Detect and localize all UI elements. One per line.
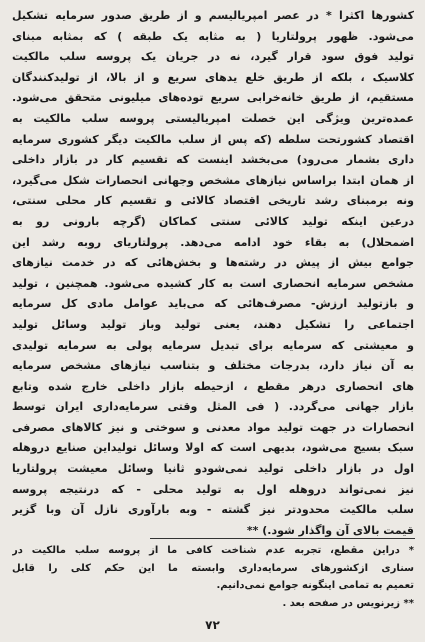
body-text	[12, 6, 414, 541]
body-line: به آن نیاز دارد، بدرجات مختلف و بتناسب نیازهای مشخص سرمایه	[12, 359, 414, 373]
footnote-line: سناری ازکشورهای سرمایه‌داری وابسته ما این حکم کلی را قابل	[12, 562, 414, 574]
body-line: داری بشمار می‌رود) می‌بخشد اینست که تقسیم کار در بازار داخلی	[12, 153, 414, 167]
footnote-2: ** زیرنویس در صفحه بعد .	[282, 597, 414, 609]
body-line: بازار جهانی می‌گردد. ( فی المثل وقتی سرمایه‌داری ایران توسط	[12, 400, 414, 414]
body-line: انحصارات در جهت تولید مواد معدنی و سوختی و نیز کالاهای مصرفی	[12, 420, 414, 434]
body-line: سلب مالکیت محدودتر نیز گشته - وبه بارآوری نازل آن وبا گزیر	[12, 503, 414, 517]
body-line: درعین اینکه تولید کالائی سنتی کماکان (گرچه بارونی رو به	[12, 214, 414, 228]
body-line: از همان ابتدا براساس نیازهای مشخص وجهانی انحصارات شکل می‌گیرد،	[12, 173, 414, 187]
page-number: ۷۲	[205, 618, 220, 632]
body-line: های انحصاری درهر مقطع ، ازحیطه بازار داخلی خارج شده وتابع	[12, 379, 414, 393]
footnote-line: تعمیم به تمامی اینگونه جوامع نمی‌دانیم.	[216, 580, 414, 591]
body-line: قیمت بالای آن واگذار شود.) **	[246, 523, 414, 537]
body-line: کلاسیک ، بلکه از طریق خلع یدهای سریع و از بالا، از تولیدکنندگان	[12, 70, 414, 84]
footnote-line: * دراین مقطع، تجربه عدم شناخت کافی ما از پروسه سلب مالکیت در	[12, 545, 414, 556]
body-line: سبک بسیج می‌شود، بدیهی است که اولا وسائل تولیداین صنایع دروهله	[12, 441, 414, 455]
footnote-1	[12, 542, 414, 595]
body-line: می‌شود. ظهور پرولتاریا ( به مثابه یک طبقه ) که بمثابه مبنای	[12, 29, 414, 43]
body-line: عمده‌ترین ویژگی این خصلت امپریالیستی پروسه سلب مالکیت به	[12, 111, 414, 125]
body-line: ونه برمبنای رشد تاریخی اقتصاد کالائی و تقسیم کار محلی سنتی،	[12, 194, 414, 208]
body-line: مستقیم، از طریق خانه‌خرابی سریع توده‌های میلیونی متحقق می‌شود.	[12, 91, 414, 105]
body-line: اجتماعی را تشکیل دهند، یعنی تولید وباز تولید وسائل تولید	[12, 317, 414, 331]
body-line: و معیشتی که سرمایه برای تبدیل سرمایه پولی به سرمایه تولیدی	[12, 338, 414, 352]
body-line: تولید فوق سود قرار گیرد، نه در جریان یک پروسه سلب مالکیت	[12, 50, 414, 64]
footnotes	[12, 542, 414, 612]
body-line: کشورها اکثرا * در عصر امپریالیسم و از طریق صدور سرمایه تشکیل	[12, 9, 414, 22]
body-line: جوامع بیش از پیش در رشته‌ها و بخش‌هائی که در خدمت نیازهای	[12, 256, 414, 270]
body-line: و بازتولید ارزش- مصرف‌هائی که می‌باید عوامل مادی کل سرمایه	[12, 297, 414, 311]
footnote-divider	[150, 538, 415, 539]
body-line: اول در بازار داخلی تولید نمی‌شودو ثانیا وسائل معیشت پرولتاریا	[12, 462, 414, 476]
body-line: اضمحلال) به بقاء خود ادامه می‌دهد. پرولتاریای روبه رشد این	[12, 235, 414, 249]
body-line: مشخص سرمایه انحصاری است به کار کشیده می‌شود. همچنین ، تولید	[12, 276, 414, 290]
body-line: اقتصاد کشورتحت سلطه (که پس از سلب مالکیت دیگر کشوری سرمایه	[12, 132, 414, 146]
body-line: نیز نمی‌تواند دروهله اول به تولید محلی - که درنتیجه پروسه	[12, 482, 414, 496]
